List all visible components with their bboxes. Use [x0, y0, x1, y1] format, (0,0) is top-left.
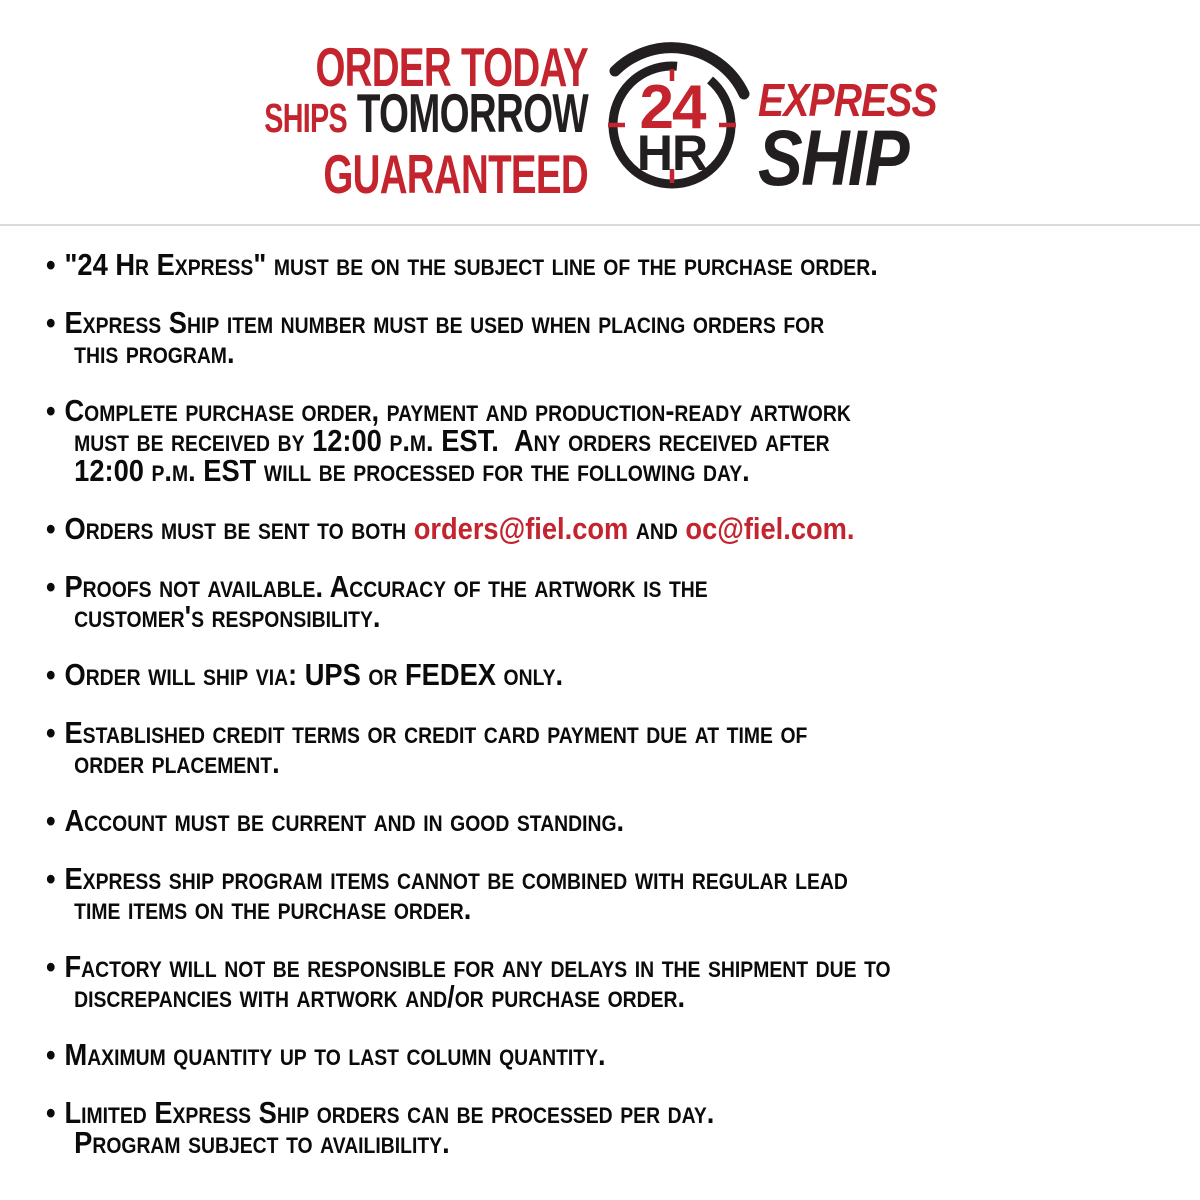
brand-express-label: EXPRESS	[758, 74, 937, 126]
list-item-line	[46, 511, 1200, 546]
list-item	[46, 715, 1200, 780]
term-text: discrepancies with artwork and/or purchase order.	[74, 979, 686, 1014]
term-text: Complete purchase order, payment and production-ready artwork	[64, 393, 851, 428]
bullet-icon: •	[46, 305, 56, 340]
list-item-line	[46, 423, 1200, 458]
24hr-clock-icon	[598, 42, 756, 210]
list-item	[46, 1095, 1200, 1160]
list-item-line	[46, 1125, 1200, 1160]
tagline-line3: GUARANTEED	[323, 143, 588, 205]
list-item-line	[46, 745, 1200, 780]
list-item-line	[46, 657, 1200, 692]
list-item-line	[46, 305, 1200, 340]
bullet-icon: •	[46, 657, 56, 692]
list-item	[46, 511, 1200, 546]
term-text: Limited Express Ship orders can be processed per day.	[64, 1095, 715, 1130]
brand-logotype	[758, 74, 937, 202]
term-text: this program.	[74, 335, 235, 370]
tagline-line1: ORDER TODAY	[315, 36, 588, 98]
term-text: 12:00 p.m. EST will be processed for the following day.	[74, 453, 750, 488]
list-item	[46, 393, 1200, 488]
term-text: Express Ship item number must be used when placing orders for	[64, 305, 825, 340]
term-text: must be received by 12:00 p.m. EST. Any orders received after	[74, 423, 830, 458]
tagline-line2	[140, 82, 588, 151]
term-text: Factory will not be responsible for any delays in the shipment due to	[64, 949, 891, 984]
list-item-line	[46, 861, 1200, 896]
term-text: "24 Hr Express" must be on the subject line of the purchase order.	[64, 247, 878, 282]
term-text: Program subject to availibility.	[74, 1125, 450, 1160]
email-link[interactable]: orders@fiel.com	[413, 511, 629, 546]
badge-24-label: 24	[639, 73, 705, 142]
list-item	[46, 657, 1200, 692]
term-text: Established credit terms or credit card payment due at time of	[64, 715, 808, 750]
bullet-icon: •	[46, 803, 56, 838]
list-item-line	[46, 979, 1200, 1014]
list-item-line	[46, 949, 1200, 984]
bullet-icon: •	[46, 715, 56, 750]
list-item-line	[46, 715, 1200, 750]
list-item-line	[46, 453, 1200, 488]
list-item	[46, 861, 1200, 926]
term-text: Orders must be sent to both	[64, 511, 414, 546]
list-item-line	[46, 569, 1200, 604]
term-text: Account must be current and in good standing.	[64, 803, 625, 838]
bullet-icon: •	[46, 1095, 56, 1130]
list-item	[46, 1037, 1200, 1072]
badge-hr-label: HR	[636, 125, 708, 181]
email-link[interactable]: oc@fiel.com.	[685, 511, 855, 546]
list-item	[46, 949, 1200, 1014]
list-item	[46, 569, 1200, 634]
list-item-line	[46, 1037, 1200, 1072]
term-text: customer's responsibility.	[74, 599, 381, 634]
bullet-icon: •	[46, 1037, 56, 1072]
term-text: Order will ship via: UPS or FEDEX only.	[64, 657, 564, 692]
list-item-line	[46, 247, 1200, 282]
list-item-line	[46, 891, 1200, 926]
list-item	[46, 247, 1200, 282]
tagline	[140, 36, 588, 205]
terms-list	[46, 247, 1200, 1186]
tagline-ships: SHIPS	[264, 95, 347, 141]
list-item	[46, 305, 1200, 370]
term-text: Express ship program items cannot be combined with regular lead	[64, 861, 848, 896]
list-item-line	[46, 803, 1200, 838]
bullet-icon: •	[46, 569, 56, 604]
bullet-icon: •	[46, 861, 56, 896]
term-text: Maximum quantity up to last column quantity.	[64, 1037, 606, 1072]
bullet-icon: •	[46, 247, 56, 282]
list-item-line	[46, 1095, 1200, 1130]
list-item-line	[46, 335, 1200, 370]
brand-ship-label: SHIP	[758, 113, 908, 202]
bullet-icon: •	[46, 511, 56, 546]
term-text: and	[628, 511, 686, 546]
term-text: order placement.	[74, 745, 280, 780]
list-item-line	[46, 393, 1200, 428]
tagline-tomorrow: TOMORROW	[356, 82, 588, 144]
bullet-icon: •	[46, 949, 56, 984]
list-item-line	[46, 599, 1200, 634]
list-item	[46, 803, 1200, 838]
bullet-icon: •	[46, 393, 56, 428]
term-text: time items on the purchase order.	[74, 891, 472, 926]
header-banner	[0, 0, 1200, 226]
term-text: Proofs not available. Accuracy of the artwork is the	[64, 569, 708, 604]
